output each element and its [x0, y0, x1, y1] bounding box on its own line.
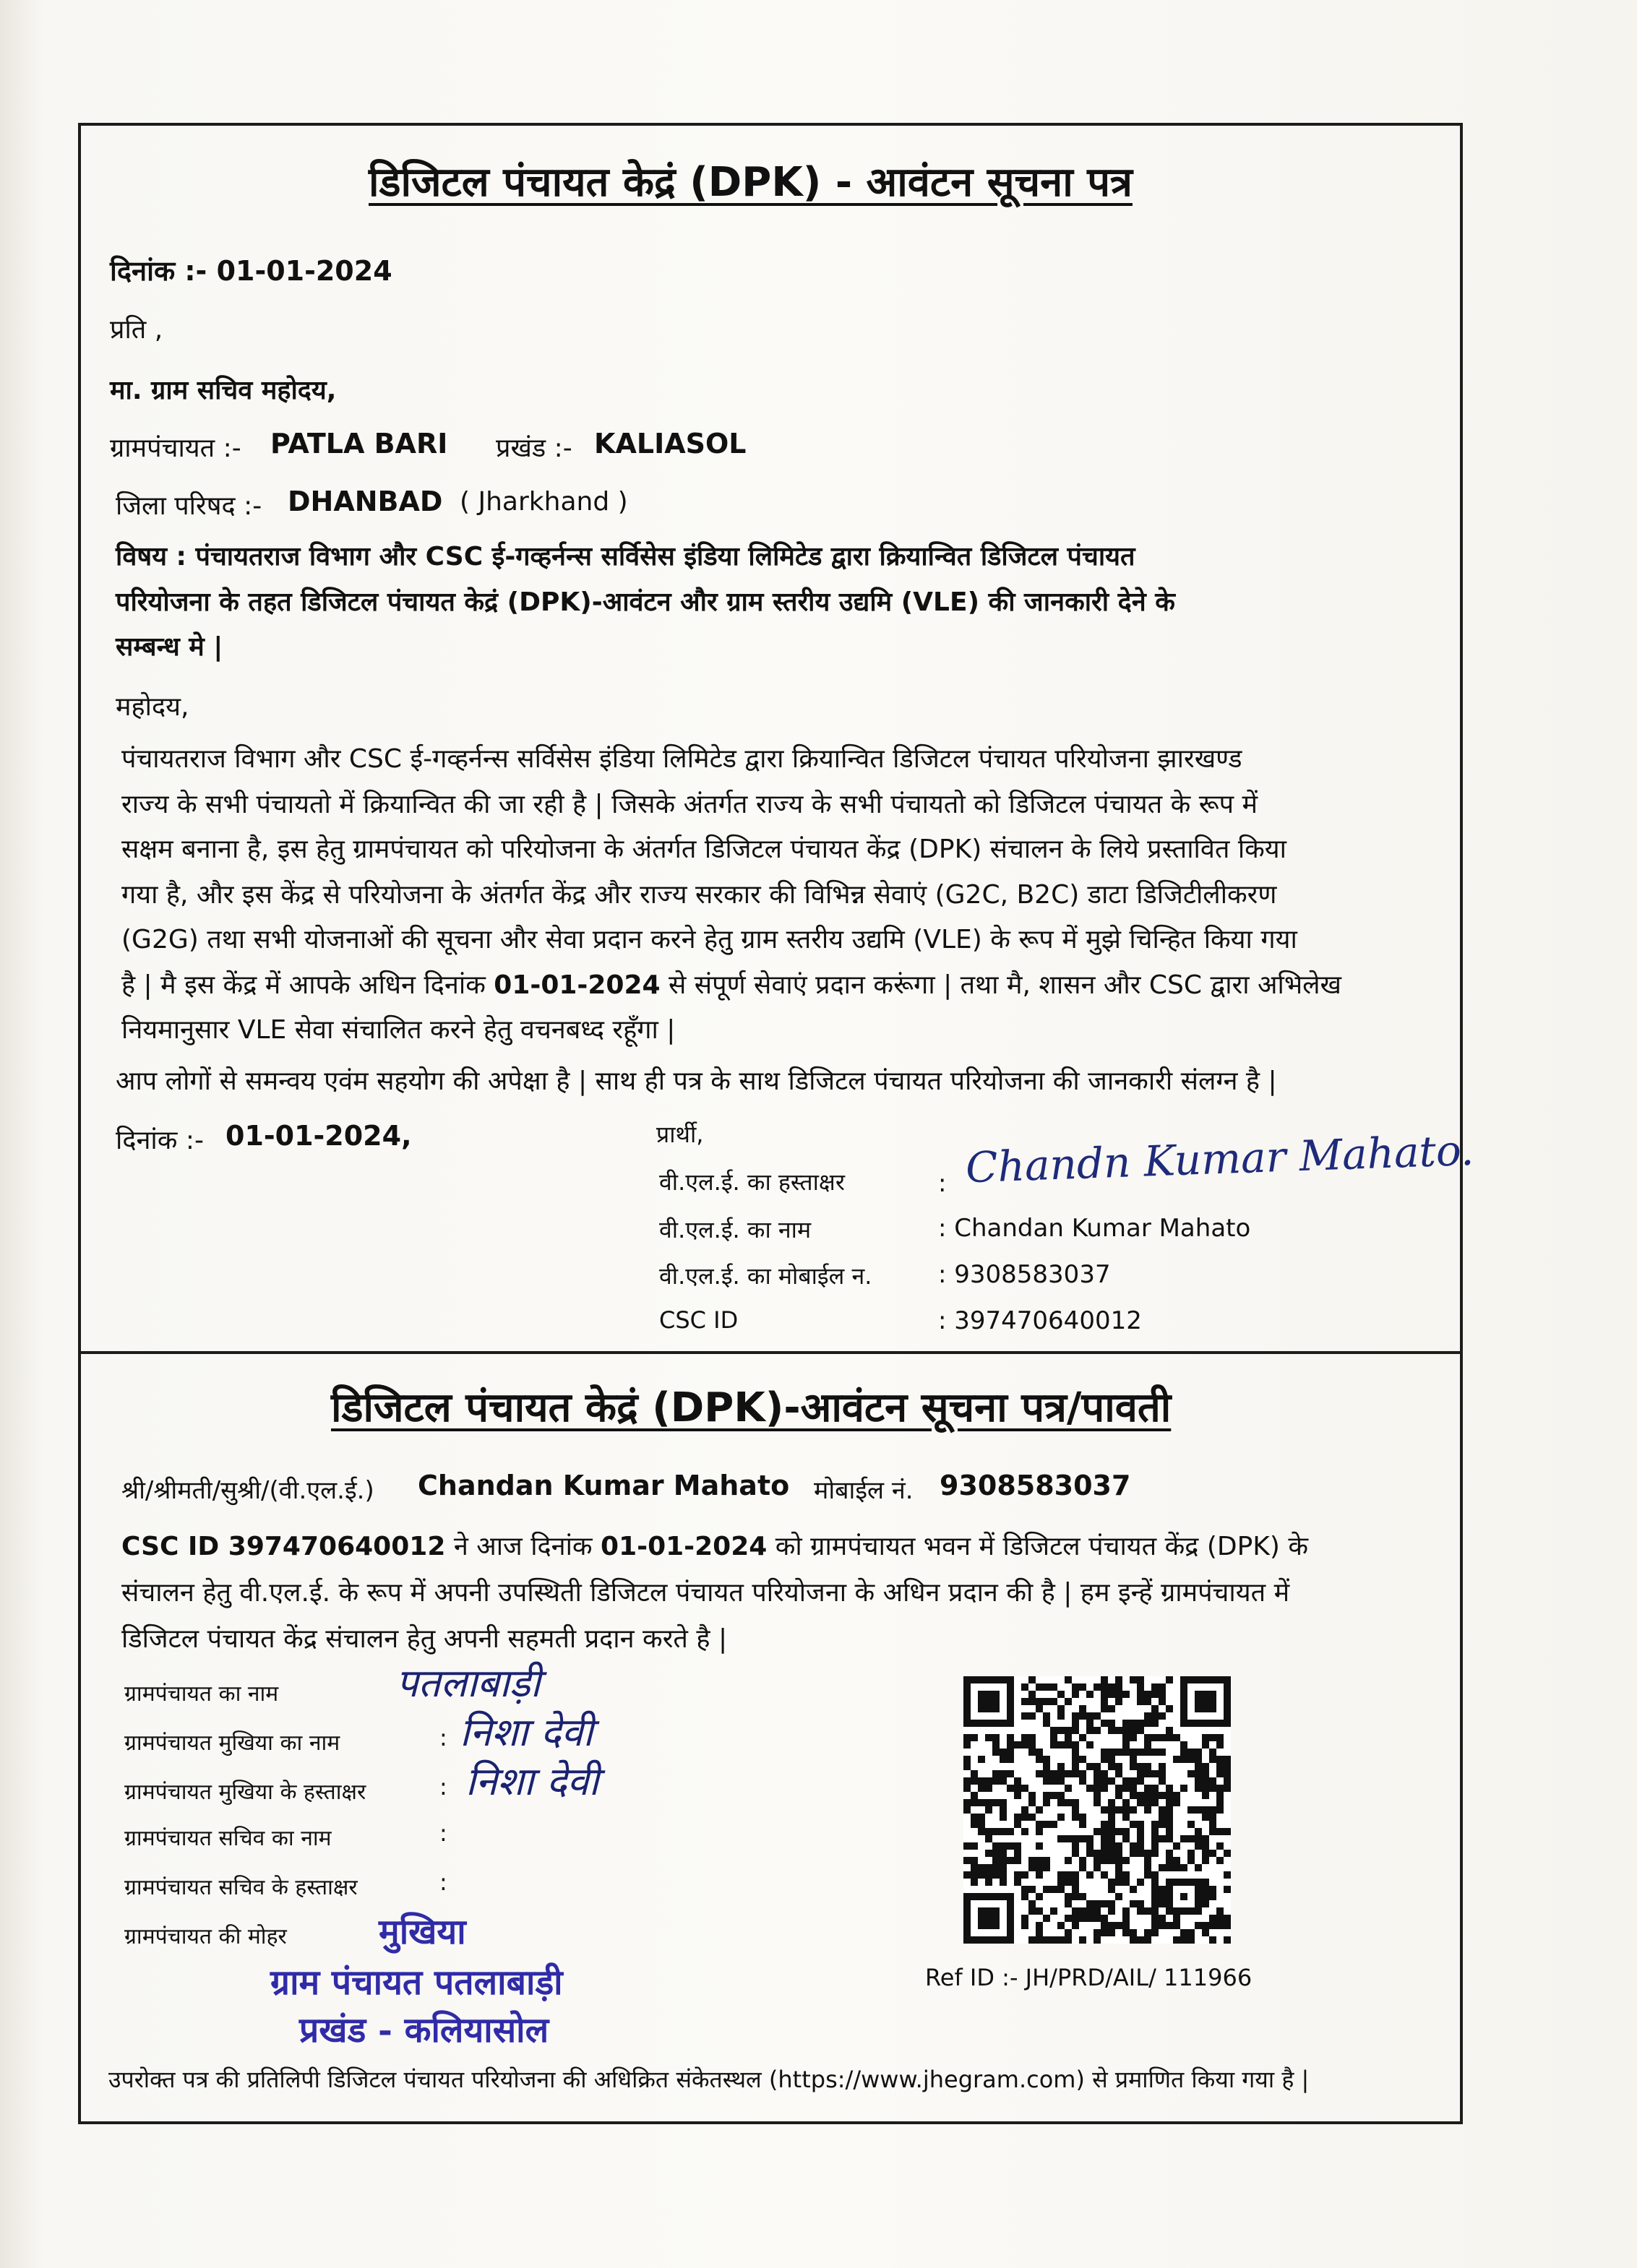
field-colon: :	[439, 1773, 447, 1801]
receipt-line1-mid: ने आज दिनांक	[445, 1532, 601, 1561]
gram-panchayat-value: PATLA BARI	[270, 428, 448, 460]
vle-sign-label: वी.एल.ई. का हस्ताक्षर	[659, 1168, 845, 1196]
gram-panchayat-label: ग्रामपंचायत :-	[110, 434, 241, 463]
field-label-mukhiya-signature: ग्रामपंचायत मुखिया के हस्ताक्षर	[124, 1780, 366, 1805]
field-colon: :	[439, 1868, 447, 1896]
vle-signature: Chandn Kumar Mahato.	[965, 1125, 1475, 1193]
receipt-csc-id: CSC ID 397470640012	[121, 1532, 446, 1561]
receipt-mobile-value: 9308583037	[940, 1470, 1131, 1501]
vle-name-value: : Chandan Kumar Mahato	[938, 1214, 1251, 1243]
body-line: राज्य के सभी पंचायतो में क्रियान्वित की जा रही है | जिसके अंतर्गत राज्य के सभी पंचायतो को डिजिटल पंचायत के रूप में	[121, 789, 1258, 819]
date2-label: दिनांक :-	[116, 1126, 204, 1155]
body-line: गया है, और इस केंद्र से परियोजना के अंतर्गत केंद्र और राज्य सरकार की विभिन्न सेवाएं (G2C, B2C) डाटा डिजिटीलीकरण	[121, 879, 1277, 910]
subject-line: सम्बन्ध मे |	[116, 632, 223, 662]
body-line6-post: से संपूर्ण सेवाएं प्रदान करूंगा | तथा मै, शासन और CSC द्वारा अभिलेख	[660, 970, 1341, 1000]
ref-id: Ref ID :- JH/PRD/AIL/ 111966	[925, 1964, 1253, 1991]
district-value: DHANBAD	[288, 486, 443, 517]
body-paragraph	[121, 737, 1458, 1053]
receipt-line2: संचालन हेतु वी.एल.ई. के रूप में अपनी उपस्थिती डिजिटल पंचायत परियोजना के अधिन प्रदान की है | हम इन्हें ग्रामपंचायत में	[121, 1578, 1290, 1608]
handwritten-mukhiya-signature: निशा देवी	[465, 1759, 599, 1804]
body-line: नियमानुसार VLE सेवा संचालित करने हेतु वचनबध्द रहूँगा |	[121, 1015, 676, 1045]
addressee: मा. ग्राम सचिव महोदय,	[110, 376, 337, 405]
subject-block	[116, 535, 1453, 671]
subject-line: विषय : पंचायतराज विभाग और CSC ई-गव्हर्नन्स सर्विसेस इंडिया लिमिटेड द्वारा क्रियान्वित डिजिटल पंचायत	[116, 542, 1135, 572]
qr-code-icon	[963, 1676, 1231, 1944]
closing-line: आप लोगों से समन्वय एवंम सहयोग की अपेक्षा है | साथ ही पत्र के साथ डिजिटल पंचायत परियोजना की जानकारी संलग्न है |	[116, 1066, 1277, 1096]
date-line: दिनांक :- 01-01-2024	[110, 255, 392, 287]
receipt-title: डिजिटल पंचायत केद्रं (DPK)-आवंटन सूचना पत्र/पावती	[331, 1384, 1172, 1431]
receipt-vle-name: Chandan Kumar Mahato	[418, 1470, 790, 1501]
to-line: प्रति ,	[110, 315, 163, 345]
block-label: प्रखंड :-	[496, 434, 572, 463]
vle-sign-colon: :	[938, 1169, 947, 1198]
seal-line-mukhiya: मुखिया	[379, 1912, 466, 1952]
body-line6-date: 01-01-2024	[494, 970, 661, 1000]
footer-note: उपरोक्त पत्र की प्रतिलिपी डिजिटल पंचायत परियोजना की अधिक्रित संकेतस्थल (https://www.jhegram.com) से प्रमाणित किया गया है |	[108, 2066, 1310, 2093]
field-colon: :	[439, 1819, 447, 1847]
field-colon: :	[439, 1724, 447, 1751]
receipt-line1-date: 01-01-2024	[601, 1532, 768, 1561]
body-line: सक्षम बनाना है, इस हेतु ग्रामपंचायत को परियोजना के अंतर्गत डिजिटल पंचायत केंद्र (DPK) संचालन के लिये प्रस्तावित किया	[121, 835, 1286, 864]
subject-line: परियोजना के तहत डिजिटल पंचायत केद्रं (DPK)-आवंटन और ग्राम स्तरीय उद्यमि (VLE) की जानकारी देने के	[116, 587, 1175, 617]
csc-id-value: : 397470640012	[938, 1306, 1142, 1335]
date2-value: 01-01-2024,	[225, 1120, 412, 1152]
vle-name-label: वी.एल.ई. का नाम	[659, 1216, 812, 1243]
district-label: जिला परिषद :-	[116, 491, 262, 521]
seal-line-block: प्रखंड - कलियासोल	[299, 2010, 549, 2051]
field-label-gp-name: ग्रामपंचायत का नाम	[124, 1681, 279, 1707]
field-label-sachiv-name: ग्रामपंचायत सचिव का नाम	[124, 1826, 332, 1851]
handwritten-mukhiya-name: निशा देवी	[460, 1709, 593, 1755]
field-label-seal: ग्रामपंचायत की मोहर	[124, 1924, 287, 1949]
page-title: डिजिटल पंचायत केद्रं (DPK) - आवंटन सूचना पत्र	[369, 159, 1133, 206]
receipt-mobile-label: मोबाईल नं.	[814, 1476, 914, 1505]
state-value: ( Jharkhand )	[460, 487, 628, 517]
receipt-line3: डिजिटल पंचायत केंद्र संचालन हेतु अपनी सहमती प्रदान करते है |	[121, 1624, 728, 1654]
receipt-line1	[121, 1527, 1308, 1563]
handwritten-gp-name: पतलाबाड़ी	[396, 1660, 541, 1706]
vle-prefix: श्री/श्रीमती/सुश्री/(वी.एल.ई.)	[121, 1476, 374, 1505]
body-line: (G2G) तथा सभी योजनाओं की सूचना और सेवा प्रदान करने हेतु ग्राम स्तरीय उद्यमि (VLE) के रूप में मुझे चिन्हित किया गया	[121, 925, 1297, 954]
salutation: महोदय,	[116, 692, 189, 722]
body-line6-pre: है | मै इस केंद्र में आपके अधिन दिनांक	[121, 970, 494, 1000]
applicant-label: प्रार्थी,	[656, 1121, 704, 1148]
body-line: पंचायतराज विभाग और CSC ई-गव्हर्नन्स सर्विसेस इंडिया लिमिटेड द्वारा क्रियान्वित डिजिटल पंचायत परियोजना झारखण्ड	[121, 744, 1242, 774]
vle-mobile-value: : 9308583037	[938, 1260, 1111, 1289]
field-label-mukhiya-name: ग्रामपंचायत मुखिया का नाम	[124, 1730, 340, 1756]
block-value: KALIASOL	[594, 428, 747, 460]
csc-id-label: CSC ID	[659, 1306, 739, 1334]
vle-mobile-label: वी.एल.ई. का मोबाईल न.	[659, 1262, 872, 1290]
body-line	[121, 963, 1458, 1009]
seal-line-panchayat: ग्राम पंचायत पतलाबाड़ी	[270, 1962, 563, 2003]
receipt-line1-post: को ग्रामपंचायत भवन में डिजिटल पंचायत केंद्र (DPK) के	[767, 1532, 1309, 1561]
field-label-sachiv-signature: ग्रामपंचायत सचिव के हस्ताक्षर	[124, 1875, 358, 1900]
section-divider	[78, 1351, 1463, 1354]
